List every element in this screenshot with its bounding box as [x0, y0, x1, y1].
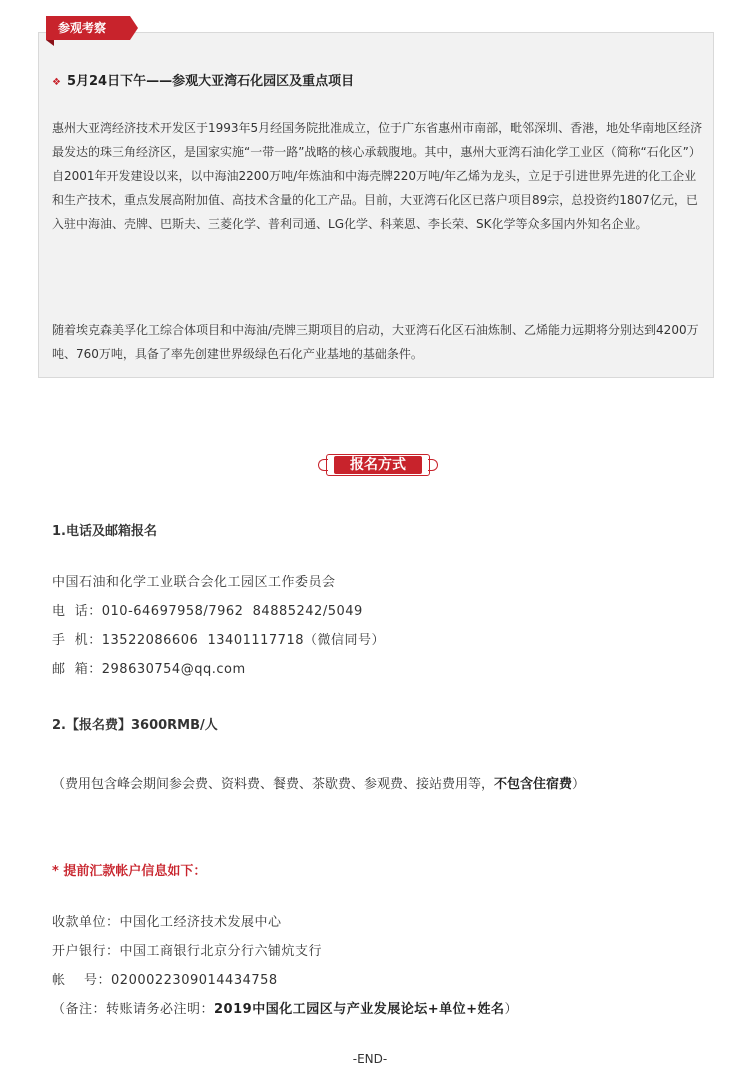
remark-required-text: 2019中国化工园区与产业发展论坛+单位+姓名 — [214, 1002, 505, 1017]
visit-heading — [52, 70, 652, 94]
account-line: 帐 号：0200022309014434758 — [52, 973, 278, 988]
payee-line: 收款单位：中国化工经济技术发展中心 — [52, 915, 282, 930]
tag-shadow-decoration — [46, 40, 54, 46]
organization: 中国石油和化学工业联合会化工园区工作委员会 — [52, 575, 336, 590]
fee-heading: 2.【报名费】3600RMB/人 — [52, 718, 218, 733]
remark-line — [52, 1000, 518, 1020]
registration-section-title — [316, 450, 440, 480]
fee-note-close: ） — [572, 777, 586, 792]
diamond-bullet-icon: ❖ — [52, 77, 61, 88]
remark-close: ） — [504, 1002, 518, 1017]
phone-line: 电 话：010-64697958/7962 84885242/5049 — [52, 604, 363, 619]
visit-heading-text: 5月24日下午——参观大亚湾石化园区及重点项目 — [66, 74, 355, 89]
visit-paragraph-1: 惠州大亚湾经济技术开发区于1993年5月经国务院批准成立，位于广东省惠州市南部，毗邻深圳、香港，地处华南地区经济最发达的珠三角经济区，是国家实施“一带一路”战略的核心承载腹地。其中，惠州大亚湾石油化学工业区（简称“石化区”）自2001年开发建设以来，以中海油2200万吨/年炼油和中海壳牌220万吨/年乙烯为龙头，立足于引进世界先进的化工企业和生产技术，重点发展高附加值、高技术含量的化工产品。目前，大亚湾石化区已落户项目89宗，总投资约1807亿元，已入驻中海油、壳牌、巴斯夫、三菱化学、普利司通、LG化学、科莱恩、李长荣、SK化学等众多国内外知名企业。 — [52, 121, 703, 231]
remark-text: （备注：转账请务必注明： — [52, 1002, 215, 1017]
title-ornament-right — [428, 459, 438, 471]
remittance-heading: * 提前汇款帐户信息如下： — [52, 864, 207, 879]
fee-note-exclusion: 不包含住宿费 — [494, 777, 573, 792]
visit-paragraph-2: 随着埃克森美孚化工综合体项目和中海油/壳牌三期项目的启动，大亚湾石化区石油炼制、乙烯能力远期将分别达到4200万吨、760万吨，具备了率先创建世界级绿色石化产业基地的基础条件。 — [52, 323, 699, 361]
method-heading: 1.电话及邮箱报名 — [52, 524, 157, 539]
fee-note-text: （费用包含峰会期间参会费、资料费、餐费、茶歇费、参观费、接站费用等， — [52, 777, 495, 792]
bank-line: 开户银行：中国工商银行北京分行六铺炕支行 — [52, 944, 323, 959]
visit-section-tag: 参观考察 — [46, 16, 130, 40]
fee-note — [52, 770, 704, 800]
mobile-line: 手 机：13522086606 13401117718（微信同号） — [52, 633, 385, 648]
tag-fold-decoration — [130, 16, 138, 40]
end-marker: -END- — [352, 1052, 388, 1066]
email-line: 邮 箱：298630754@qq.com — [52, 662, 246, 677]
section-title-text: 报名方式 — [334, 456, 422, 474]
